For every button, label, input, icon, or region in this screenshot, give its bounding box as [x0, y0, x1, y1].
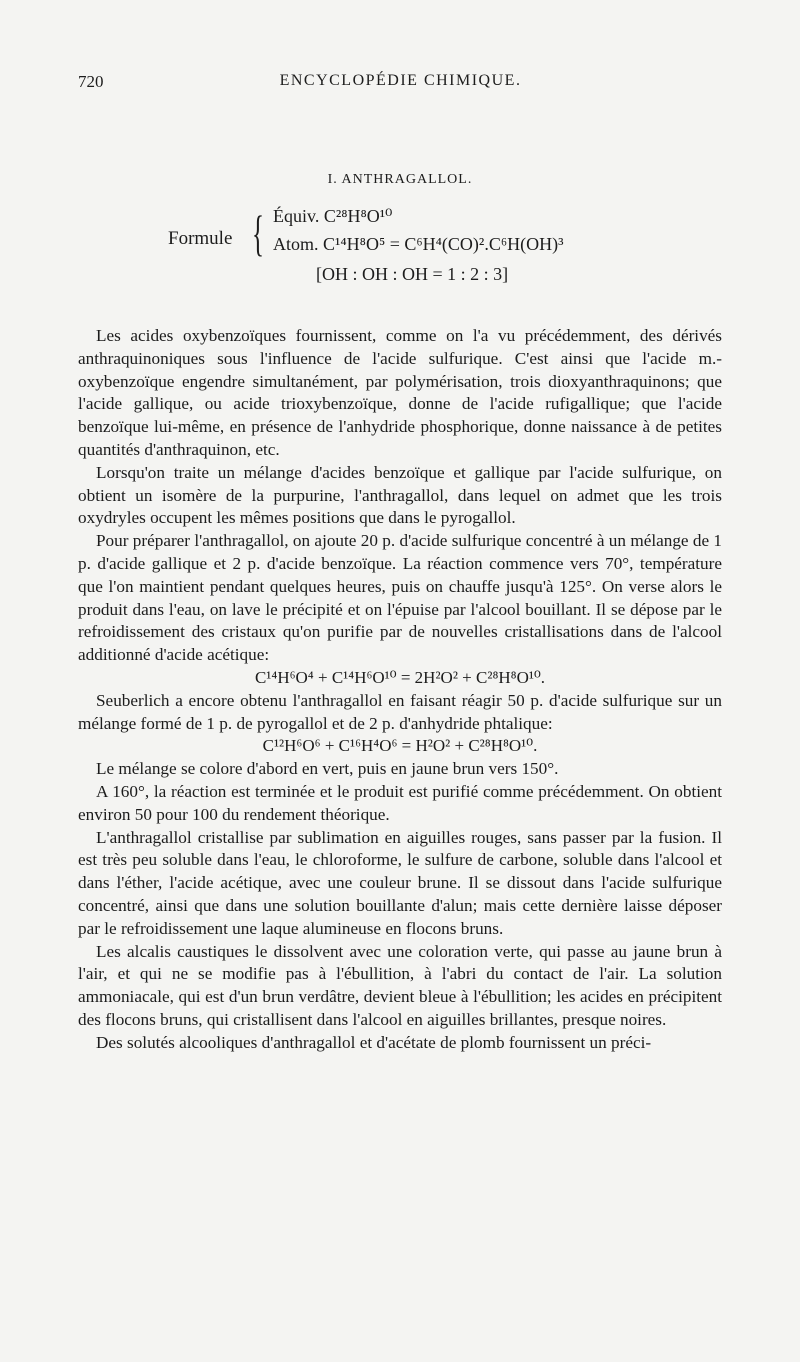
paragraph-2: Lorsqu'on traite un mélange d'acides benzoïque et gallique par l'acide sulfurique, on obtient un isomère de la purpurine, l'anthragallol, dans lequel on admet que les trois oxydryles occupent les mêmes positions que dans le pyrogallol. — [78, 462, 722, 528]
formula-atom: Atom. C¹⁴H⁸O⁵ = C⁶H⁴(CO)².C⁶H(OH)³ — [273, 234, 564, 254]
page-number: 720 — [78, 72, 104, 91]
paragraph-3: Pour préparer l'anthragallol, on ajoute 20 p. d'acide sulfurique concentré à un mélange de 1 p. d'acide gallique et 2 p. d'acide benzoïque. La réaction commence vers 70°, température que l'on maintient pendant quelques heures, puis on chauffe jusqu'à 125°. On verse alors le produit dans l'eau, on lave le précipité et on l'épuise par l'alcool bouillant. Il se dépose par le refroidissement des cristaux qu'on purifie par de nouvelles cristallisations dans de l'alcool additionné d'acide acétique: — [78, 531, 722, 665]
paragraph-7: L'anthragallol cristallise par sublimation en aiguilles rouges, sans passer par la fusion. Il est très peu soluble dans l'eau, le chloroforme, le sulfure de carbone, soluble dans l'alcool et dans l'éther, l'acide acétique, avec une couleur brune. Il se dissout dans l'acide sulfurique concentré, ainsi que dans une solution bouillante d'alun; mais cette dernière laisse déposer par le refroidissement une laque alumineuse en flocons bruns. — [78, 827, 722, 938]
running-title: ENCYCLOPÉDIE CHIMIQUE. — [279, 72, 522, 89]
brace-icon: { — [252, 205, 264, 261]
text-block-1 — [78, 325, 722, 1055]
paragraph-5: Le mélange se colore d'abord en vert, puis en jaune brun vers 150°. — [96, 759, 559, 779]
section-title: I. ANTHRAGALLOL. — [327, 172, 473, 187]
equation-2: C¹²H⁶O⁶ + C¹⁶H⁴O⁶ = H²O² + C²⁸H⁸O¹⁰. — [262, 736, 538, 756]
paragraph-8: Les alcalis caustiques le dissolvent avec une coloration verte, qui passe au jaune brun à l'air, et qui ne se modifie pas à l'ébullition, à l'abri du contact de l'air. La solution ammoniacale, qui est d'un brun verdâtre, devient bleue à l'ébullition; les acides en précipitent des flocons bruns, qui cristallisent dans l'alcool en aiguilles brillantes, presque noires. — [78, 941, 722, 1029]
page-header — [78, 72, 723, 98]
formula-block — [168, 200, 648, 292]
formula-equiv: Équiv. C²⁸H⁸O¹⁰ — [273, 206, 393, 226]
paragraph-9: Des solutés alcooliques d'anthragallol et d'acétate de plomb fournissent un préci- — [96, 1032, 652, 1052]
formula-ratio: [OH : OH : OH = 1 : 2 : 3] — [316, 264, 509, 284]
paragraph-1: Les acides oxybenzoïques fournissent, comme on l'a vu précédemment, des dérivés anthraquinoniques sous l'influence de l'acide sulfurique. C'est ainsi que l'acide m.-oxybenzoïque engendre simultanément, par polymérisation, trois dioxyanthraquinons; que l'acide gallique, ou acide trioxybenzoïque, donne de l'acide rufigallique; que l'acide benzoïque lui-même, en présence de l'anhydride phosphorique, donne naissance à de petites quantités d'anthraquinon, etc. — [78, 326, 722, 459]
equation-1: C¹⁴H⁶O⁴ + C¹⁴H⁶O¹⁰ = 2H²O² + C²⁸H⁸O¹⁰. — [254, 667, 546, 687]
paragraph-4: Seuberlich a encore obtenu l'anthragallol en faisant réagir 50 p. d'acide sulfurique sur un mélange formé de 1 p. de pyrogallol et de 2 p. d'anhydride phtalique: — [78, 690, 722, 733]
paragraph-6: A 160°, la réaction est terminée et le produit est purifié comme précédemment. On obtient environ 50 pour 100 du rendement théorique. — [78, 781, 722, 824]
formula-label: Formule — [168, 228, 233, 249]
